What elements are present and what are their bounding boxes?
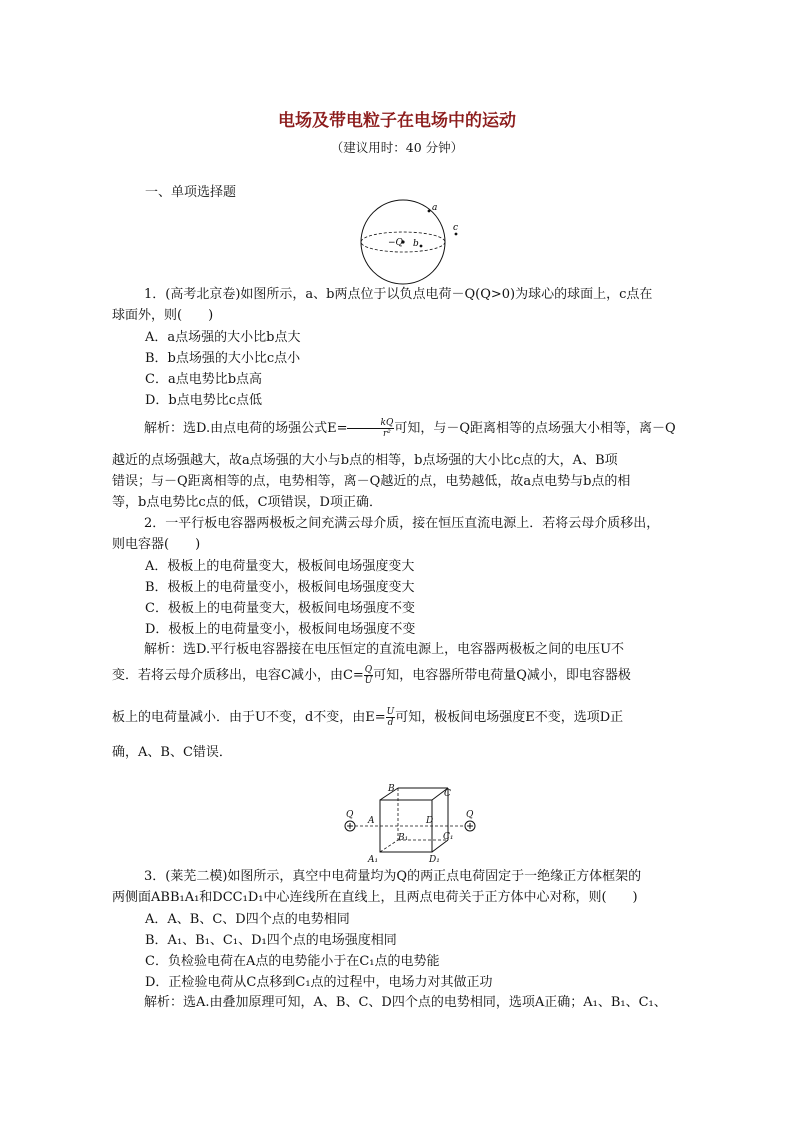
fig2-label-d1: D₁ (429, 855, 440, 865)
fig1-label-c: c (453, 223, 459, 233)
q2-analysis-line4: 确，A、B、C错误． (112, 745, 232, 760)
page-title: 电场及带电粒子在电场中的运动 (278, 111, 516, 131)
q2-stem-line1: 2．一平行板电容器两极板之间充满云母介质，接在恒压直流电源上．若将云母介质移出， (144, 516, 660, 531)
q1-stem-line1: 1．(高考北京卷)如图所示，a、b两点位于以负点电荷－Q(Q>0)为球心的球面上，c点在 (144, 287, 653, 302)
q2-option-c: C．极板上的电荷量变大，极板间电场强度不变 (145, 601, 415, 616)
q2-analysis-l3-post: 可知，极板间电场强度E不变，选项D正 (395, 710, 624, 725)
q2-stem-line2: 则电容器( ) (112, 537, 201, 552)
fig2-label-c: C (444, 789, 451, 799)
fig2-label-b: B (388, 784, 395, 794)
fraction-denominator: U (364, 676, 373, 686)
q3-option-c: C．负检验电荷在A点的电势能小于在C₁点的电势能 (145, 954, 440, 969)
q1-analysis-line4: 等，b点电势比c点的低，C项错误，D项正确． (112, 495, 382, 510)
fig2-label-q-left: Q (346, 810, 354, 820)
q1-analysis-line3: 错误；与－Q距离相等的点，电势相等，离－Q越近的点，电势越低，故a点电势与b点的相 (112, 474, 631, 489)
q2-option-a: A．极板上的电荷量变大，极板间电场强度变大 (145, 559, 415, 574)
q1-option-d: D．b点电势比c点低 (145, 393, 263, 408)
q2-analysis-line3 (112, 707, 682, 728)
fig2-label-a1: A₁ (368, 855, 379, 865)
formula-fraction (364, 665, 373, 686)
q3-analysis-line1: 解析：选A.由叠加原理可知，A、B、C、D四个点的电势相同，选项A正确；A₁、B₁、C₁、 (144, 995, 667, 1010)
q2-analysis-l2-post: 可知，电容器所带电荷量Q减小，即电容器极 (373, 668, 631, 683)
q2-option-b: B．极板上的电荷量变小，极板间电场强度变大 (145, 580, 415, 595)
fraction-denominator: d (387, 718, 394, 728)
q1-analysis-pre: 解析：选D.由点电荷的场强公式E= (144, 421, 348, 436)
fraction-numerator: Q (364, 665, 373, 675)
q1-option-a: A．a点场强的大小比b点大 (145, 330, 301, 345)
fig2-label-a: A (368, 816, 375, 826)
formula-fraction (386, 707, 396, 728)
fig2-label-d: D (426, 816, 434, 826)
q2-analysis-line2 (112, 665, 682, 686)
q2-option-d: D．极板上的电荷量变小，极板间电场强度不变 (145, 622, 416, 637)
q1-analysis-line1 (112, 418, 682, 439)
fraction-denominator: r² (382, 429, 391, 439)
fig1-label-b: b (413, 239, 419, 249)
figure-sphere (355, 196, 465, 286)
fig2-label-b1: B₁ (398, 833, 409, 843)
figure-cube (338, 782, 483, 866)
fraction-numerator: kQ (347, 418, 394, 429)
fraction-numerator: U (386, 707, 395, 717)
q1-analysis-line2: 越近的点场强越大，故a点场强的大小与b点的相等，b点场强的大小比c点的大，A、B项 (112, 453, 618, 468)
fig2-label-q-right: Q (466, 810, 474, 820)
section-heading: 一、单项选择题 (145, 185, 237, 200)
q2-analysis-l2-pre: 变．若将云母介质移出，电容C减小，由C= (112, 668, 364, 683)
q3-stem-line2: 两侧面ABB₁A₁和DCC₁D₁中心连线所在直线上，且两点电荷关于正方体中心对称，则( ) (112, 890, 638, 905)
q3-stem-line1: 3．(莱芜二模)如图所示，真空中电荷量均为Q的两正点电荷固定于一绝缘正方体框架的 (144, 869, 642, 884)
formula-fraction (347, 418, 394, 439)
q3-option-d: D．正检验电荷从C点移到C₁点的过程中，电场力对其做正功 (145, 975, 493, 990)
q1-stem-line2: 球面外，则( ) (112, 308, 214, 323)
fig1-label-charge: −Q (388, 238, 403, 248)
q2-analysis-line1: 解析：选D.平行板电容器接在电压恒定的直流电源上，电容器两极板之间的电压U不 (144, 642, 625, 657)
q1-option-b: B．b点场强的大小比c点小 (145, 351, 301, 366)
page-subtitle: （建议用时：40 分钟） (330, 140, 464, 155)
q1-option-c: C．a点电势比b点高 (145, 372, 263, 387)
q3-option-a: A．A、B、C、D四个点的电势相同 (145, 912, 350, 927)
q1-analysis-post: 可知，与－Q距离相等的点场强大小相等，离－Q (394, 421, 676, 436)
fig1-label-a: a (432, 203, 438, 213)
fig2-label-c1: C₁ (443, 832, 454, 842)
q3-option-b: B．A₁、B₁、C₁、D₁四个点的电场强度相同 (145, 933, 397, 948)
q2-analysis-l3-pre: 板上的电荷量减小．由于U不变，d不变，由E= (112, 710, 386, 725)
